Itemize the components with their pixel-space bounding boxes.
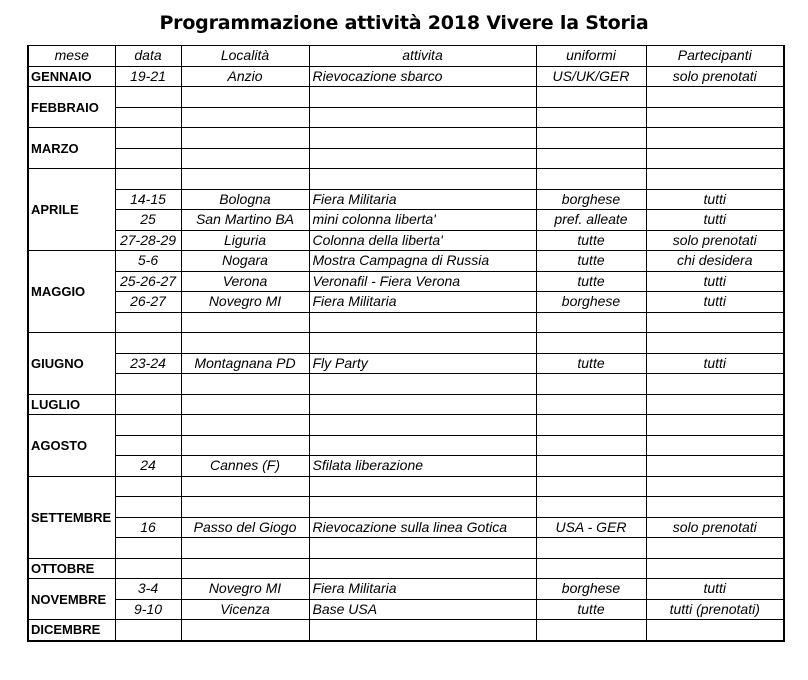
- month-label: FEBBRAIO: [28, 87, 115, 128]
- month-label: DICEMBRE: [28, 620, 115, 641]
- cell-partecipanti: chi desidera: [646, 251, 784, 272]
- cell-attivita: [309, 558, 536, 579]
- cell-data: [115, 87, 181, 108]
- cell-partecipanti: [646, 476, 784, 497]
- cell-uniformi: borghese: [536, 189, 646, 210]
- month-label: NOVEMBRE: [28, 579, 115, 620]
- cell-partecipanti: [646, 128, 784, 149]
- cell-data: [115, 169, 181, 190]
- cell-data: 26-27: [115, 292, 181, 313]
- cell-partecipanti: [646, 538, 784, 559]
- month-label: SETTEMBRE: [28, 476, 115, 558]
- cell-partecipanti: tutti: [646, 353, 784, 374]
- cell-localita: [181, 558, 309, 579]
- cell-localita: [181, 394, 309, 415]
- cell-data: [115, 538, 181, 559]
- month-label: LUGLIO: [28, 394, 115, 415]
- cell-localita: [181, 333, 309, 354]
- table-row: [28, 476, 784, 497]
- cell-data: 24: [115, 456, 181, 477]
- cell-partecipanti: [646, 107, 784, 128]
- cell-attivita: [309, 415, 536, 436]
- cell-localita: Passo del Giogo: [181, 517, 309, 538]
- table-row: [28, 415, 784, 436]
- cell-uniformi: borghese: [536, 292, 646, 313]
- month-label: AGOSTO: [28, 415, 115, 477]
- cell-attivita: Mostra Campagna di Russia: [309, 251, 536, 272]
- month-label: MAGGIO: [28, 251, 115, 333]
- table-row: [28, 435, 784, 456]
- cell-data: [115, 374, 181, 395]
- cell-attivita: [309, 107, 536, 128]
- cell-uniformi: [536, 476, 646, 497]
- cell-attivita: Fiera Militaria: [309, 292, 536, 313]
- document-title: Programmazione attività 2018 Vivere la Storia: [159, 12, 649, 34]
- cell-localita: Anzio: [181, 66, 309, 87]
- cell-partecipanti: tutti: [646, 292, 784, 313]
- table-row: [28, 169, 784, 190]
- cell-uniformi: [536, 415, 646, 436]
- cell-partecipanti: tutti (prenotati): [646, 599, 784, 620]
- cell-localita: [181, 415, 309, 436]
- cell-localita: Bologna: [181, 189, 309, 210]
- cell-localita: Montagnana PD: [181, 353, 309, 374]
- cell-partecipanti: solo prenotati: [646, 517, 784, 538]
- cell-partecipanti: [646, 620, 784, 641]
- cell-attivita: [309, 128, 536, 149]
- cell-uniformi: [536, 128, 646, 149]
- table-row: [28, 66, 784, 87]
- cell-localita: San Martino BA: [181, 210, 309, 231]
- header-row: [28, 46, 784, 67]
- cell-data: [115, 435, 181, 456]
- month-label: GIUGNO: [28, 333, 115, 395]
- cell-localita: [181, 312, 309, 333]
- cell-attivita: Base USA: [309, 599, 536, 620]
- cell-uniformi: tutte: [536, 230, 646, 251]
- cell-data: [115, 558, 181, 579]
- cell-localita: [181, 476, 309, 497]
- cell-uniformi: [536, 497, 646, 518]
- cell-partecipanti: [646, 87, 784, 108]
- header-localita: Località: [181, 46, 309, 67]
- table-row: [28, 456, 784, 477]
- cell-data: 14-15: [115, 189, 181, 210]
- cell-data: [115, 333, 181, 354]
- cell-partecipanti: [646, 374, 784, 395]
- cell-attivita: [309, 87, 536, 108]
- cell-localita: [181, 538, 309, 559]
- cell-partecipanti: solo prenotati: [646, 66, 784, 87]
- table-row: [28, 189, 784, 210]
- cell-data: 25: [115, 210, 181, 231]
- table-row: [28, 620, 784, 641]
- cell-data: [115, 148, 181, 169]
- table-row: [28, 538, 784, 559]
- cell-uniformi: [536, 456, 646, 477]
- table-row: [28, 107, 784, 128]
- cell-localita: Vicenza: [181, 599, 309, 620]
- cell-attivita: Veronafil - Fiera Verona: [309, 271, 536, 292]
- cell-localita: Novegro MI: [181, 292, 309, 313]
- cell-localita: [181, 169, 309, 190]
- cell-uniformi: [536, 107, 646, 128]
- table-row: [28, 579, 784, 600]
- schedule-table: [27, 45, 785, 642]
- cell-partecipanti: tutti: [646, 579, 784, 600]
- cell-data: 19-21: [115, 66, 181, 87]
- cell-uniformi: USA - GER: [536, 517, 646, 538]
- cell-partecipanti: tutti: [646, 189, 784, 210]
- table-row: [28, 271, 784, 292]
- cell-partecipanti: [646, 333, 784, 354]
- cell-localita: [181, 435, 309, 456]
- cell-data: [115, 476, 181, 497]
- cell-data: [115, 620, 181, 641]
- month-label: GENNAIO: [28, 66, 115, 87]
- cell-attivita: Sfilata liberazione: [309, 456, 536, 477]
- cell-uniformi: [536, 333, 646, 354]
- table-row: [28, 333, 784, 354]
- cell-localita: Nogara: [181, 251, 309, 272]
- cell-uniformi: borghese: [536, 579, 646, 600]
- cell-partecipanti: [646, 456, 784, 477]
- cell-data: [115, 107, 181, 128]
- header-mese: mese: [28, 46, 115, 67]
- table-row: [28, 210, 784, 231]
- cell-attivita: [309, 374, 536, 395]
- header-attivita: attivita: [309, 46, 536, 67]
- table-row: [28, 353, 784, 374]
- cell-localita: [181, 107, 309, 128]
- cell-data: 27-28-29: [115, 230, 181, 251]
- month-label: OTTOBRE: [28, 558, 115, 579]
- cell-uniformi: [536, 538, 646, 559]
- cell-attivita: Fiera Militaria: [309, 579, 536, 600]
- cell-attivita: [309, 476, 536, 497]
- cell-uniformi: tutte: [536, 353, 646, 374]
- cell-localita: [181, 497, 309, 518]
- month-label: APRILE: [28, 169, 115, 251]
- cell-data: [115, 394, 181, 415]
- cell-attivita: Rievocazione sbarco: [309, 66, 536, 87]
- cell-partecipanti: [646, 169, 784, 190]
- cell-data: 9-10: [115, 599, 181, 620]
- cell-data: 23-24: [115, 353, 181, 374]
- header-uniformi: uniformi: [536, 46, 646, 67]
- cell-attivita: mini colonna liberta': [309, 210, 536, 231]
- table-row: [28, 87, 784, 108]
- schedule-body: [28, 66, 784, 641]
- cell-partecipanti: [646, 558, 784, 579]
- cell-partecipanti: [646, 312, 784, 333]
- cell-data: 5-6: [115, 251, 181, 272]
- cell-uniformi: [536, 620, 646, 641]
- table-row: [28, 128, 784, 149]
- header-data: data: [115, 46, 181, 67]
- cell-attivita: [309, 620, 536, 641]
- cell-attivita: [309, 333, 536, 354]
- cell-attivita: [309, 148, 536, 169]
- cell-partecipanti: solo prenotati: [646, 230, 784, 251]
- table-row: [28, 599, 784, 620]
- cell-attivita: [309, 435, 536, 456]
- cell-localita: Liguria: [181, 230, 309, 251]
- cell-partecipanti: [646, 394, 784, 415]
- table-row: [28, 312, 784, 333]
- cell-partecipanti: [646, 415, 784, 436]
- cell-uniformi: [536, 558, 646, 579]
- table-row: [28, 497, 784, 518]
- cell-uniformi: [536, 374, 646, 395]
- table-row: [28, 558, 784, 579]
- cell-localita: Cannes (F): [181, 456, 309, 477]
- table-row: [28, 292, 784, 313]
- cell-data: 3-4: [115, 579, 181, 600]
- table-row: [28, 148, 784, 169]
- cell-uniformi: tutte: [536, 271, 646, 292]
- cell-partecipanti: tutti: [646, 271, 784, 292]
- header-partecipanti: Partecipanti: [646, 46, 784, 67]
- cell-data: [115, 312, 181, 333]
- cell-uniformi: [536, 148, 646, 169]
- cell-attivita: [309, 169, 536, 190]
- cell-attivita: Colonna della liberta': [309, 230, 536, 251]
- cell-attivita: [309, 394, 536, 415]
- cell-uniformi: [536, 87, 646, 108]
- cell-data: [115, 415, 181, 436]
- cell-data: 25-26-27: [115, 271, 181, 292]
- cell-attivita: [309, 312, 536, 333]
- cell-uniformi: [536, 312, 646, 333]
- cell-localita: Novegro MI: [181, 579, 309, 600]
- cell-uniformi: [536, 169, 646, 190]
- table-row: [28, 230, 784, 251]
- cell-partecipanti: [646, 497, 784, 518]
- month-label: MARZO: [28, 128, 115, 169]
- cell-data: 16: [115, 517, 181, 538]
- cell-partecipanti: [646, 435, 784, 456]
- cell-uniformi: US/UK/GER: [536, 66, 646, 87]
- cell-attivita: [309, 538, 536, 559]
- cell-localita: [181, 148, 309, 169]
- cell-uniformi: [536, 435, 646, 456]
- table-row: [28, 251, 784, 272]
- cell-data: [115, 128, 181, 149]
- cell-uniformi: tutte: [536, 251, 646, 272]
- cell-localita: [181, 87, 309, 108]
- cell-attivita: Rievocazione sulla linea Gotica: [309, 517, 536, 538]
- cell-uniformi: pref. alleate: [536, 210, 646, 231]
- cell-data: [115, 497, 181, 518]
- cell-localita: Verona: [181, 271, 309, 292]
- table-row: [28, 374, 784, 395]
- cell-attivita: Fly Party: [309, 353, 536, 374]
- cell-partecipanti: [646, 148, 784, 169]
- cell-attivita: [309, 497, 536, 518]
- table-row: [28, 517, 784, 538]
- cell-uniformi: tutte: [536, 599, 646, 620]
- cell-attivita: Fiera Militaria: [309, 189, 536, 210]
- cell-localita: [181, 128, 309, 149]
- cell-localita: [181, 620, 309, 641]
- cell-partecipanti: tutti: [646, 210, 784, 231]
- cell-localita: [181, 374, 309, 395]
- table-row: [28, 394, 784, 415]
- cell-uniformi: [536, 394, 646, 415]
